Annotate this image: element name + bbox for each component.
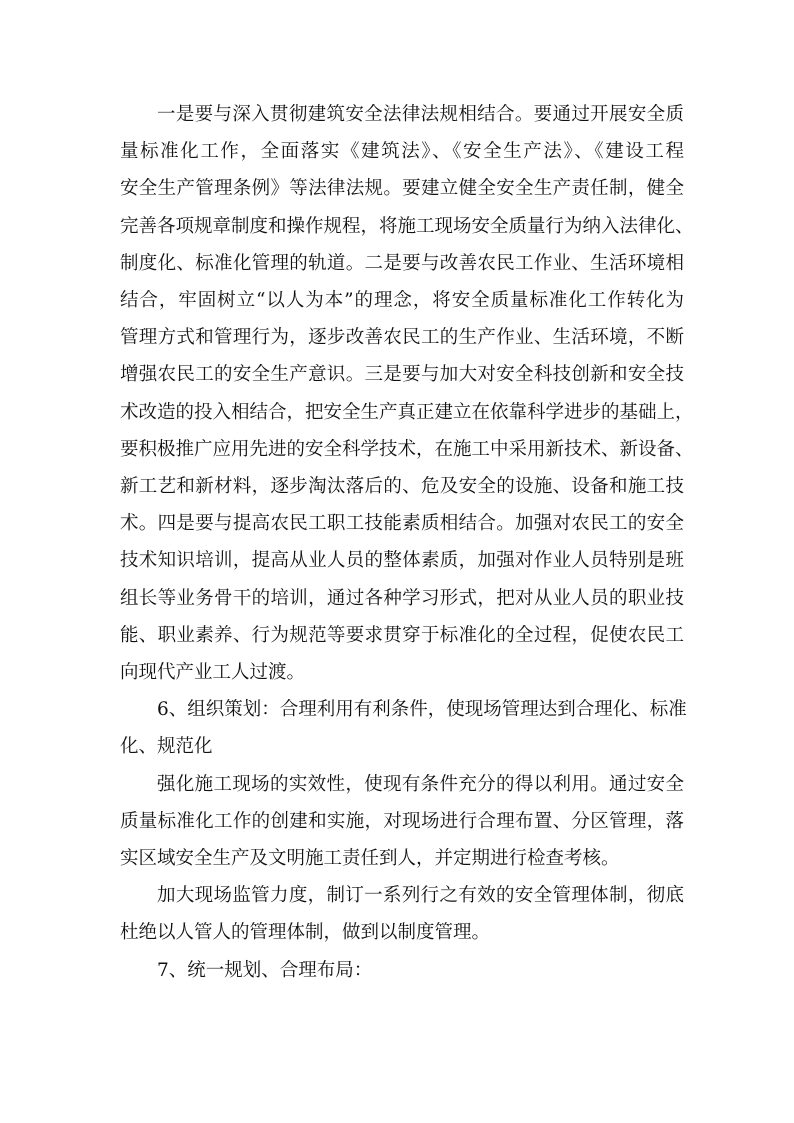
text-line: 管理方式和管理行为，逐步改善农民工的生产作业、生活环境，不断 [120, 327, 684, 349]
text-line: 增强农民工的安全生产意识。三是要与加大对安全科技创新和安全技 [120, 364, 684, 386]
text-line: 7、统一规划、合理布局： [157, 959, 373, 981]
text-line: 完善各项规章制度和操作规程，将施工现场安全质量行为纳入法律化、 [120, 215, 694, 237]
text-line: 向现代产业工人过渡。 [120, 662, 306, 684]
text-line: 能、职业素养、行为规范等要求贯穿于标准化的全过程，促使农民工 [120, 624, 684, 646]
text-line: 实区域安全生产及文明施工责任到人，并定期进行检查考核。 [120, 848, 620, 870]
text-line: 术。四是要与提高农民工职工技能素质相结合。加强对农民工的安全 [120, 513, 684, 535]
paragraph [120, 96, 694, 691]
text-line: 加大现场监管力度，制订一系列行之有效的安全管理体制，彻底 [157, 885, 684, 907]
paragraph [120, 766, 684, 878]
text-line: 一是要与深入贯彻建筑安全法律法规相结合。要通过开展安全质 [157, 104, 684, 125]
document-body [120, 96, 694, 989]
text-line: 要积极推广应用先进的安全科学技术，在施工中采用新技术、新设备、 [120, 438, 694, 460]
text-line: 结合，牢固树立“以人为本”的理念，将安全质量标准化工作转化为 [120, 290, 684, 312]
text-line: 化、规范化 [120, 736, 213, 758]
text-line: 新工艺和新材料，逐步淘汰落后的、危及安全的设施、设备和施工技 [120, 476, 684, 498]
text-line: 安全生产管理条例》等法律法规。要建立健全安全生产责任制，健全 [120, 178, 684, 200]
text-line: 强化施工现场的实效性，使现有条件充分的得以利用。通过安全 [157, 773, 684, 795]
text-line: 组长等业务骨干的培训，通过各种学习形式，把对从业人员的职业技 [120, 587, 684, 609]
paragraph [120, 691, 687, 765]
text-line: 术改造的投入相结合，把安全生产真正建立在依靠科学进步的基础上， [120, 401, 694, 423]
text-line: 制度化、标准化管理的轨道。二是要与改善农民工作业、生活环境相 [120, 252, 684, 274]
text-line: 技术知识培训，提高从业人员的整体素质，加强对作业人员特别是班 [120, 550, 684, 572]
text-line: 杜绝以人管人的管理体制，做到以制度管理。 [120, 922, 491, 944]
text-line: 质量标准化工作的创建和实施，对现场进行合理布置、分区管理，落 [120, 810, 684, 832]
text-line: 6、组织策划：合理利用有利条件，使现场管理达到合理化、标准 [157, 699, 687, 721]
text-line: 量标准化工作，全面落实《建筑法》、《安全生产法》、《建设工程 [120, 141, 684, 163]
paragraph [120, 877, 684, 951]
paragraph [120, 952, 684, 989]
